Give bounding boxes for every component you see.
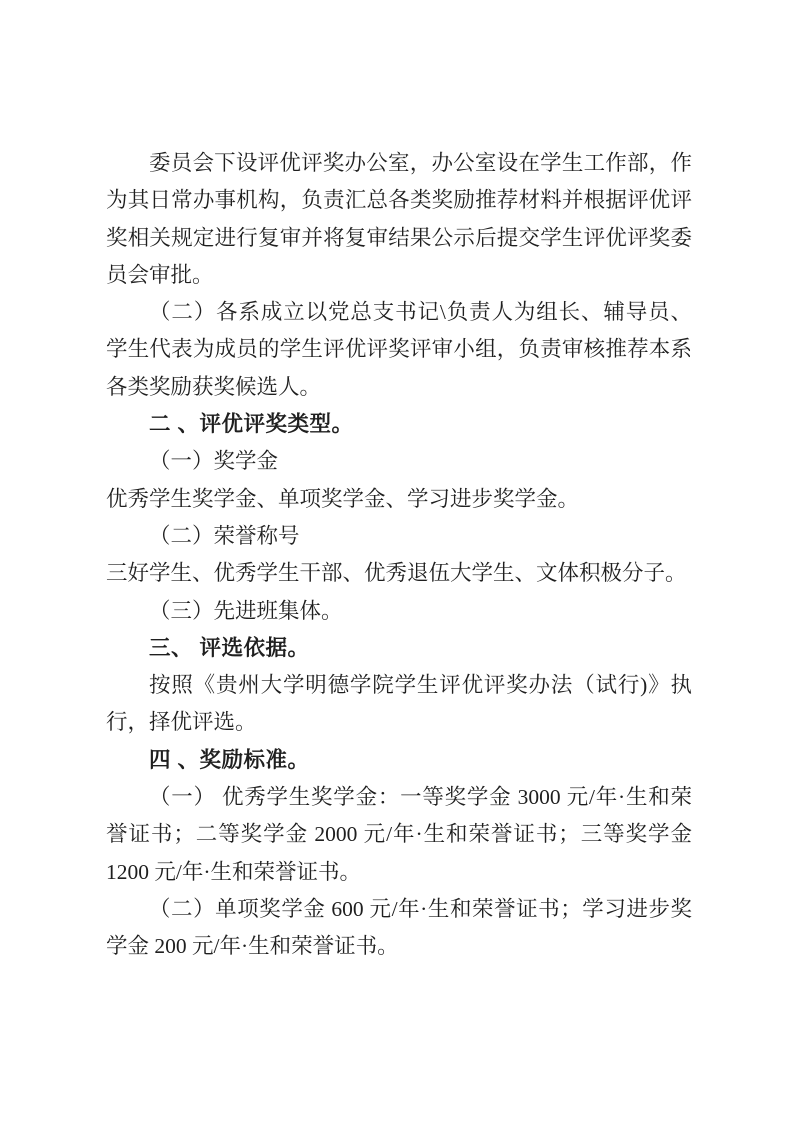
- paragraph-single-item-scholarship: （二）单项奖学金 600 元/年·生和荣誉证书；学习进步奖学金 200 元/年·生和荣誉证书。: [106, 896, 692, 959]
- document-text-block: [106, 145, 692, 966]
- section-heading-award-standards: 四 、奖励标准。: [149, 747, 310, 772]
- paragraph-committee-office: 委员会下设评优评奖办公室，办公室设在学生工作部，作为其日常办事机构，负责汇总各类奖励推荐材料并根据评优评奖相关规定进行复审并将复审结果公示后提交学生评优评奖委员会审批。: [106, 151, 692, 287]
- section-heading-selection-basis: 三、 评选依据。: [149, 635, 310, 660]
- section-heading-award-types: 二 、评优评奖类型。: [149, 412, 354, 437]
- subheading-advanced-class: （三）先进班集体。: [149, 598, 343, 623]
- paragraph-honor-titles-list: 三好学生、优秀学生干部、优秀退伍大学生、文体积极分子。: [106, 561, 687, 586]
- paragraph-dept-review-group: （二）各系成立以党总支书记\负责人为组长、辅导员、学生代表为成员的学生评优评奖评审小组，负责审核推荐本系各类奖励获奖候选人。: [106, 300, 692, 399]
- paragraph-selection-basis: 按照《贵州大学明德学院学生评优评奖办法（试行)》执行，择优评选。: [106, 673, 692, 735]
- subheading-honor-titles: （二）荣誉称号: [149, 523, 300, 548]
- paragraph-excellent-student-scholarship: （一） 优秀学生奖学金：一等奖学金 3000 元/年·生和荣誉证书；二等奖学金 2000 元/年·生和荣誉证书；三等奖学金 1200 元/年·生和荣誉证书。: [106, 785, 692, 884]
- subheading-scholarship: （一）奖学金: [149, 449, 279, 474]
- paragraph-scholarship-list: 优秀学生奖学金、单项奖学金、学习进步奖学金。: [106, 486, 580, 511]
